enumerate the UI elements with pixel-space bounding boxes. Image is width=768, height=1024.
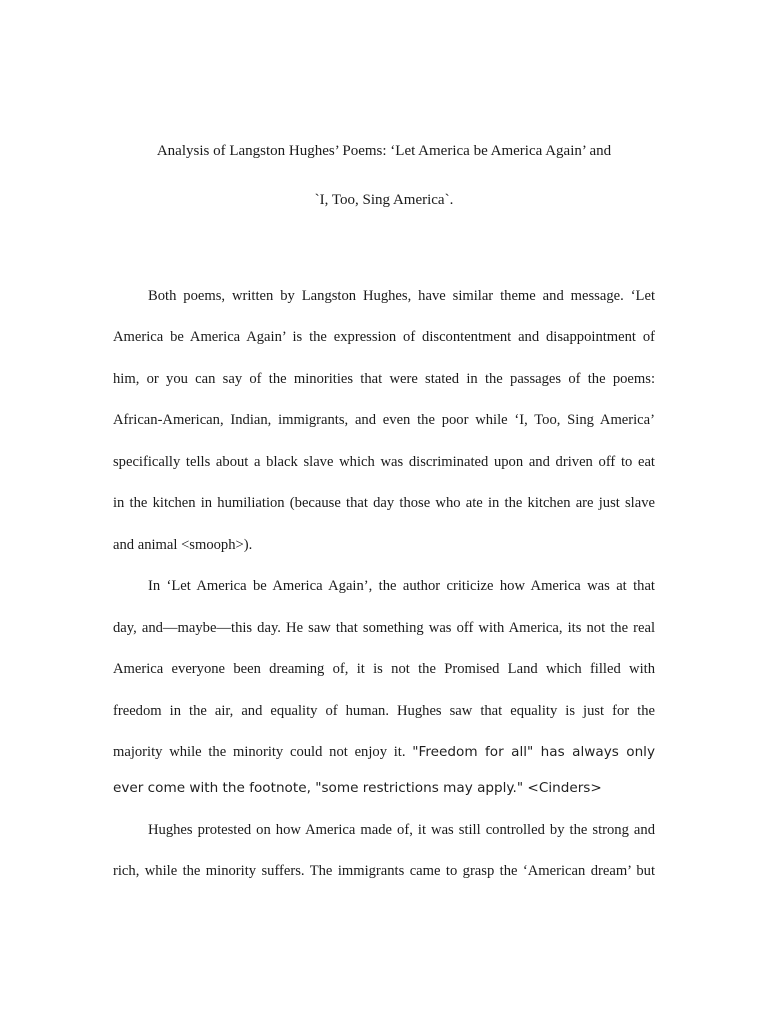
paragraph-2-line-5 bbox=[113, 743, 655, 761]
serif-text-segment: majority while the minority could not enjoy it. bbox=[113, 744, 406, 760]
paragraph-2-line-2: day, and—maybe—this day. He saw that something was off with America, its not the real bbox=[113, 620, 655, 636]
paragraph-3-line-1: Hughes protested on how America made of, it was still controlled by the strong and bbox=[148, 822, 655, 838]
paragraph-3-line-2: rich, while the minority suffers. The immigrants came to grasp the ‘American dream’ but bbox=[113, 863, 655, 879]
paragraph-2-line-1: In ‘Let America be America Again’, the author criticize how America was at that bbox=[148, 578, 655, 594]
paragraph-1-line-2: America be America Again’ is the expression of discontentment and disappointment of bbox=[113, 329, 655, 345]
paragraph-1-line-7: and animal <smooph>). bbox=[113, 537, 253, 553]
paragraph-1-line-3: him, or you can say of the minorities that were stated in the passages of the poems: bbox=[113, 371, 655, 387]
paragraph-1-line-6: in the kitchen in humiliation (because that day those who ate in the kitchen are just slave bbox=[113, 495, 655, 511]
paragraph-1-line-5: specifically tells about a black slave which was discriminated upon and driven off to eat bbox=[113, 454, 655, 470]
paragraph-2-line-3: America everyone been dreaming of, it is not the Promised Land which filled with bbox=[113, 661, 655, 677]
paragraph-2-comment-line: ever come with the footnote, "some restrictions may apply." <Cinders> bbox=[113, 780, 602, 796]
quoted-comment-segment: "Freedom for all" has always only bbox=[412, 744, 655, 760]
paragraph-2-line-4: freedom in the air, and equality of human. Hughes saw that equality is just for the bbox=[113, 703, 655, 719]
document-title-line-1: Analysis of Langston Hughes’ Poems: ‘Let America be America Again’ and bbox=[156, 143, 612, 159]
paragraph-1-line-1: Both poems, written by Langston Hughes, have similar theme and message. ‘Let bbox=[148, 288, 655, 304]
document-title-line-2: `I, Too, Sing America`. bbox=[314, 192, 454, 208]
paragraph-1-line-4: African-American, Indian, immigrants, and even the poor while ‘I, Too, Sing America’ bbox=[113, 412, 655, 428]
